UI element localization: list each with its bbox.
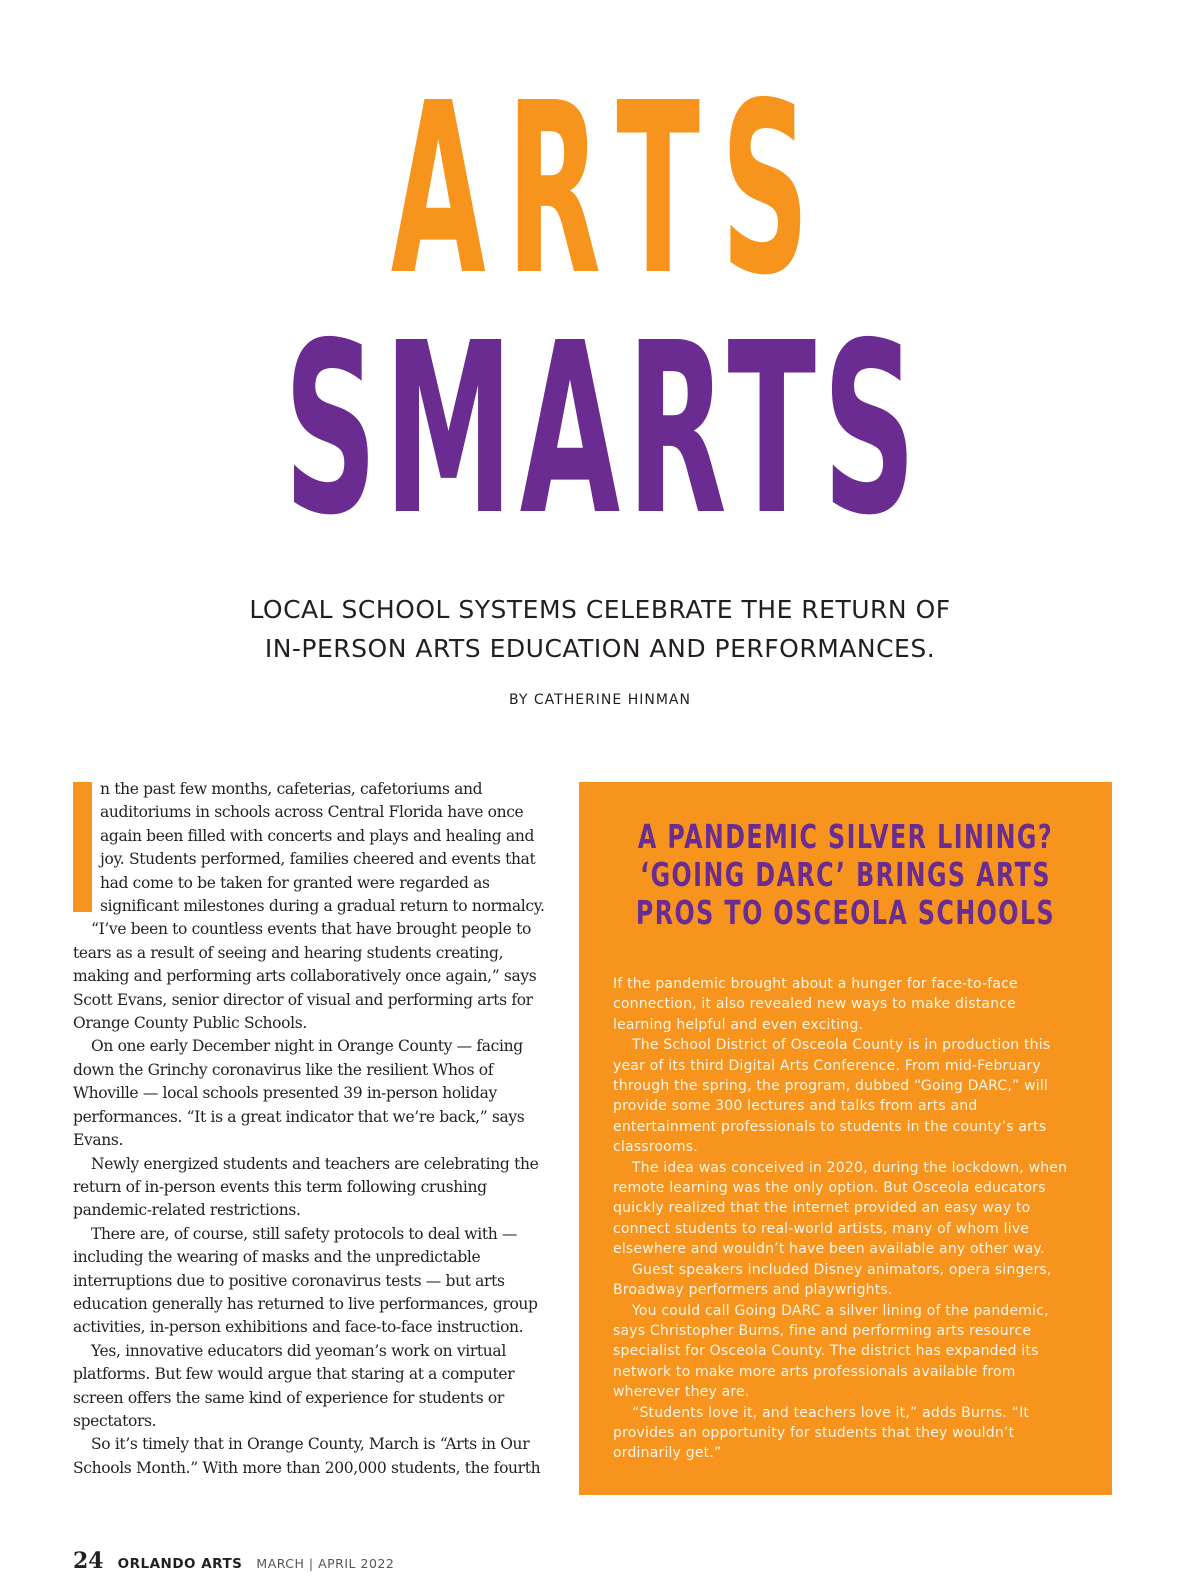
sidebar-box [579,782,1112,1495]
headline-arts: ARTS [390,52,831,327]
subtitle [0,590,1200,668]
sidebar-title [615,818,1075,932]
sidebar-title-line: ‘GOING DARC’ BRINGS ARTS [640,855,1051,894]
sidebar-paragraph: The idea was conceived in 2020, during the lockdown, when remote learning was the only option. But Osceola educators quickly realized that the internet provided an easy way to connect students to real-world artists, many of whom live elsewhere and wouldn’t have been available any other way. [613,1159,1068,1258]
article-paragraph: So it’s timely that in Orange County, March is “Arts in Our Schools Month.” With more than 200,000 students, the fourth [73,1435,541,1477]
sidebar-paragraph: You could call Going DARC a silver lining of the pandemic, says Christopher Burns, fine and performing arts resource specialist for Osceola County. The district has expanded its network to make more arts professionals available from wherever they are. [613,1302,1049,1401]
sidebar-paragraph: Guest speakers included Disney animators, opera singers, Broadway performers and playwrights. [613,1261,1052,1299]
page-number: 24 [73,1548,104,1574]
article-paragraph: There are, of course, still safety protocols to deal with — including the wearing of masks and the unpredictable interruptions due to positive coronavirus tests — but arts education generally has returned to live performances, group activities, in-person exhibitions and face-to-face instruction. [73,1224,538,1337]
article-paragraph [73,778,551,918]
headline-smarts: SMARTS [283,292,923,567]
article-paragraph-text: n the past few months, cafeterias, cafetoriums and auditoriums in schools across Central Florida have once again been filled with concerts and plays and healing and joy. Students performed, families cheered and events that had come to be taken for granted were regarded as significant milestones during a gradual return to normalcy. [100,780,545,916]
drop-cap [73,782,92,912]
byline: BY CATHERINE HINMAN [509,692,691,708]
sidebar-title-line: PROS TO OSCEOLA SCHOOLS [635,893,1056,932]
article-paragraph: On one early December night in Orange County — facing down the Grinchy coronavirus like the resilient Whos of Whoville — local schools presented 39 in-person holiday performances. “It is a great indicator that we’re back,” says Evans. [73,1037,525,1150]
sidebar-paragraph: “Students love it, and teachers love it,” adds Burns. “It provides an opportunity for students that they wouldn’t ordinarily get.” [613,1404,1030,1462]
sidebar-title-line: A PANDEMIC SILVER LINING? [637,817,1054,856]
subtitle-line-1: LOCAL SCHOOL SYSTEMS CELEBRATE THE RETURN OF [249,595,951,624]
article-paragraph: Yes, innovative educators did yeoman’s work on virtual platforms. But few would argue that staring at a computer screen offers the same kind of experience for students or spectators. [73,1341,515,1430]
article-body [73,778,551,1480]
page-footer [73,1548,394,1578]
issue-date: MARCH | APRIL 2022 [256,1556,395,1571]
sidebar-paragraph: If the pandemic brought about a hunger for face-to-face connection, it also revealed new ways to make distance learning helpful and even exciting. [613,976,1018,1033]
sidebar-body [613,974,1078,1464]
magazine-name: ORLANDO ARTS [117,1556,243,1572]
article-paragraph: “I’ve been to countless events that have brought people to tears as a result of seeing and hearing students creating, making and performing arts collaboratively once again,” says Scott Evans, senior director of visual and performing arts for Orange County Public Schools. [73,920,537,1033]
article-paragraph: Newly energized students and teachers are celebrating the return of in-person events this term following crushing pandemic-related restrictions. [73,1154,539,1220]
subtitle-line-2: IN-PERSON ARTS EDUCATION AND PERFORMANCES. [264,634,936,663]
sidebar-paragraph: The School District of Osceola County is in production this year of its third Digital Arts Conference. From mid-February through the spring, the program, dubbed “Going DARC,” will provide some 300 lectures and talks from arts and entertainment professionals to students in the county’s arts classrooms. [613,1037,1051,1156]
